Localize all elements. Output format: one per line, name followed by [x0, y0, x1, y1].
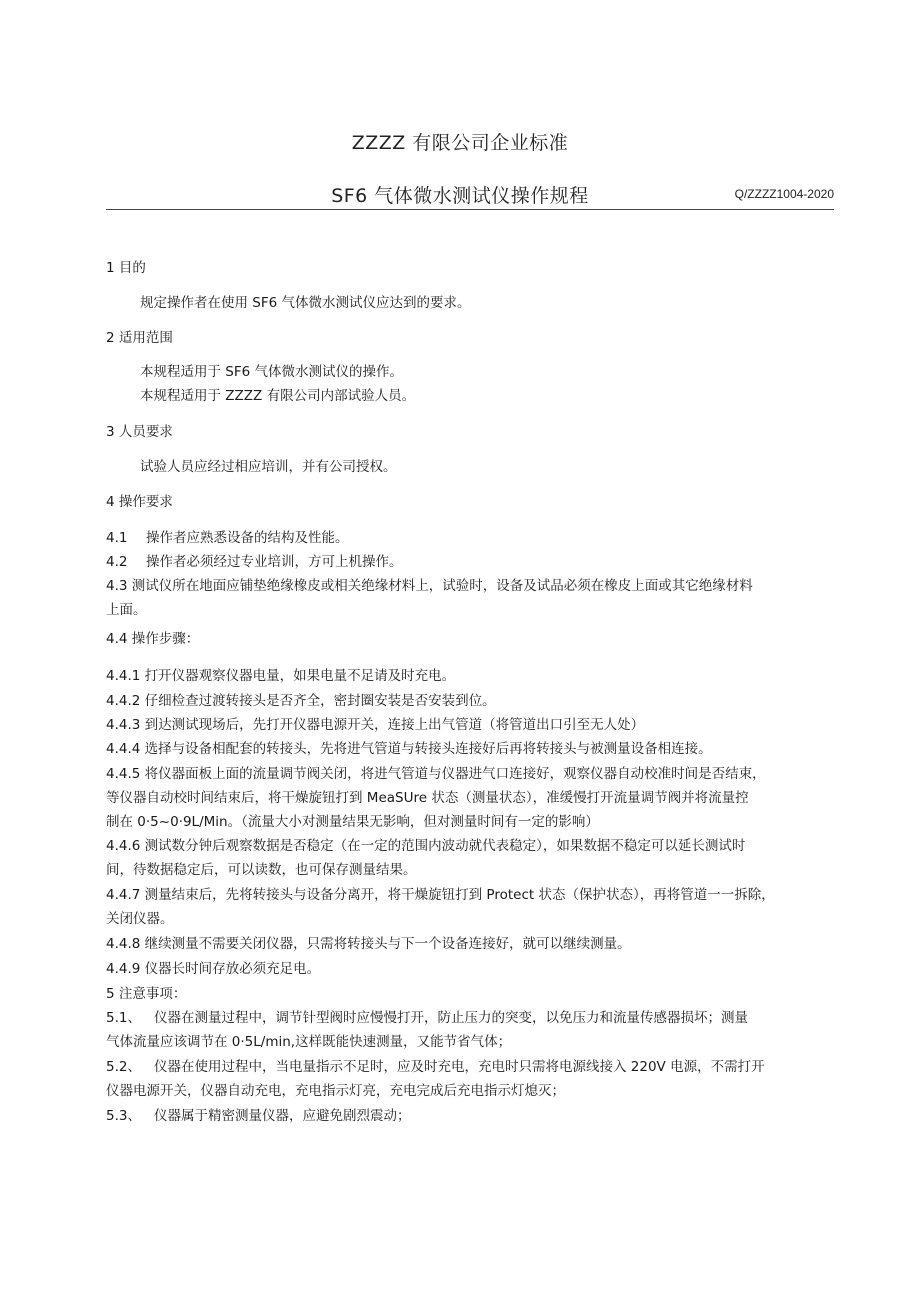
- section-2-paragraph-1: 本规程适用于 SF6 气体微水测试仪的操作。: [140, 364, 404, 380]
- section-1-heading: 1 目的: [106, 260, 146, 276]
- note-5-1-line-2: 气体流量应该调节在 0·5L/min,这样既能快速测量，又能节省气体；: [106, 1034, 512, 1050]
- section-3-heading: 3 人员要求: [106, 424, 173, 440]
- item-text: 操作者必须经过专业培训，方可上机操作。: [146, 554, 403, 570]
- company-standard-title: ZZZZ 有限公司企业标准: [351, 132, 569, 154]
- item-text: 操作者应熟悉设备的结构及性能。: [146, 530, 349, 546]
- section-2-heading: 2 适用范围: [106, 330, 173, 346]
- item-4-4-heading: 4.4 操作步骤：: [106, 631, 200, 647]
- section-3-paragraph: 试验人员应经过相应培训，并有公司授权。: [140, 459, 397, 475]
- step-4-4-4: 4.4.4 选择与设备相配套的转接头，先将进气管道与转接头连接好后再将转接头与被测量设备相连接。: [106, 741, 712, 757]
- header-divider: [106, 209, 834, 210]
- step-4-4-5-line-3: 制在 0·5~0·9L/Min。（流量大小对测量结果无影响，但对测量时间有一定的影响）: [106, 814, 599, 830]
- step-4-4-6-line-1: 4.4.6 测试数分钟后观察数据是否稳定（在一定的范围内波动就代表稳定），如果数据不稳定可以延长测试时: [106, 838, 746, 854]
- section-5-heading: 5 注意事项：: [106, 986, 187, 1002]
- section-4-heading: 4 操作要求: [106, 494, 173, 510]
- note-text: 仪器在使用过程中，当电量指示不足时，应及时充电，充电时只需将电源线接入 220V 电源，不需打开: [154, 1059, 765, 1075]
- step-4-4-7-line-2: 关闭仪器。: [106, 911, 174, 927]
- step-4-4-2: 4.4.2 仔细检查过渡转接头是否齐全，密封圈安装是否安装到位。: [106, 693, 496, 709]
- step-4-4-7-line-1: 4.4.7 测量结束后，先将转接头与设备分离开，将干燥旋钮打到 Protect 状态（保护状态），再将管道一一拆除，: [106, 887, 775, 903]
- step-4-4-8: 4.4.8 继续测量不需要关闭仪器，只需将转接头与下一个设备连接好，就可以继续测量。: [106, 936, 631, 952]
- section-1-paragraph: 规定操作者在使用 SF6 气体微水测试仪应达到的要求。: [140, 295, 471, 311]
- document-number: Q/ZZZZ1004-2020: [734, 187, 834, 201]
- step-4-4-5-line-1: 4.4.5 将仪器面板上面的流量调节阀关闭，将进气管道与仪器进气口连接好，观察仪器自动校准时间是否结束，: [106, 766, 766, 782]
- item-4-3-line-1: 4.3 测试仪所在地面应铺垫绝缘橡皮或相关绝缘材料上，试验时，设备及试品必须在橡皮上面或其它绝缘材料: [106, 578, 753, 594]
- item-4-2: [106, 553, 834, 571]
- note-text: 仪器属于精密测量仪器，应避免剧烈震动；: [154, 1108, 411, 1124]
- item-number: 4.1: [106, 530, 128, 546]
- document-title: SF6 气体微水测试仪操作规程: [331, 185, 589, 207]
- note-number: 5.1、: [106, 1010, 141, 1026]
- note-text: 仪器在测量过程中，调节针型阀时应慢慢打开，防止压力的突变，以免压力和流量传感器损坏；测量: [154, 1010, 748, 1026]
- note-5-2-line-2: 仪器电源开关，仪器自动充电，充电指示灯亮，充电完成后充电指示灯熄灭；: [106, 1083, 565, 1099]
- note-5-2-line-1: [106, 1058, 834, 1076]
- section-2-paragraph-2: 本规程适用于 ZZZZ 有限公司内部试验人员。: [140, 388, 416, 404]
- item-4-3-line-2: 上面。: [106, 602, 147, 618]
- note-number: 5.3、: [106, 1108, 141, 1124]
- step-4-4-5-line-2: 等仪器自动校时间结束后，将干燥旋钮打到 MeaSUre 状态（测量状态），准缓慢打开流量调节阀并将流量控: [106, 790, 749, 806]
- note-number: 5.2、: [106, 1059, 141, 1075]
- note-5-3-line-1: [106, 1107, 834, 1125]
- item-4-1: [106, 529, 834, 547]
- item-number: 4.2: [106, 554, 128, 570]
- note-5-1-line-1: [106, 1009, 834, 1027]
- step-4-4-6-line-2: 间，待数据稳定后，可以读数，也可保存测量结果。: [106, 862, 417, 878]
- step-4-4-1: 4.4.1 打开仪器观察仪器电量，如果电量不足请及时充电。: [106, 668, 456, 684]
- step-4-4-3: 4.4.3 到达测试现场后，先打开仪器电源开关，连接上出气管道（将管道出口引至无人处）: [106, 717, 645, 733]
- step-4-4-9: 4.4.9 仪器长时间存放必须充足电。: [106, 961, 321, 977]
